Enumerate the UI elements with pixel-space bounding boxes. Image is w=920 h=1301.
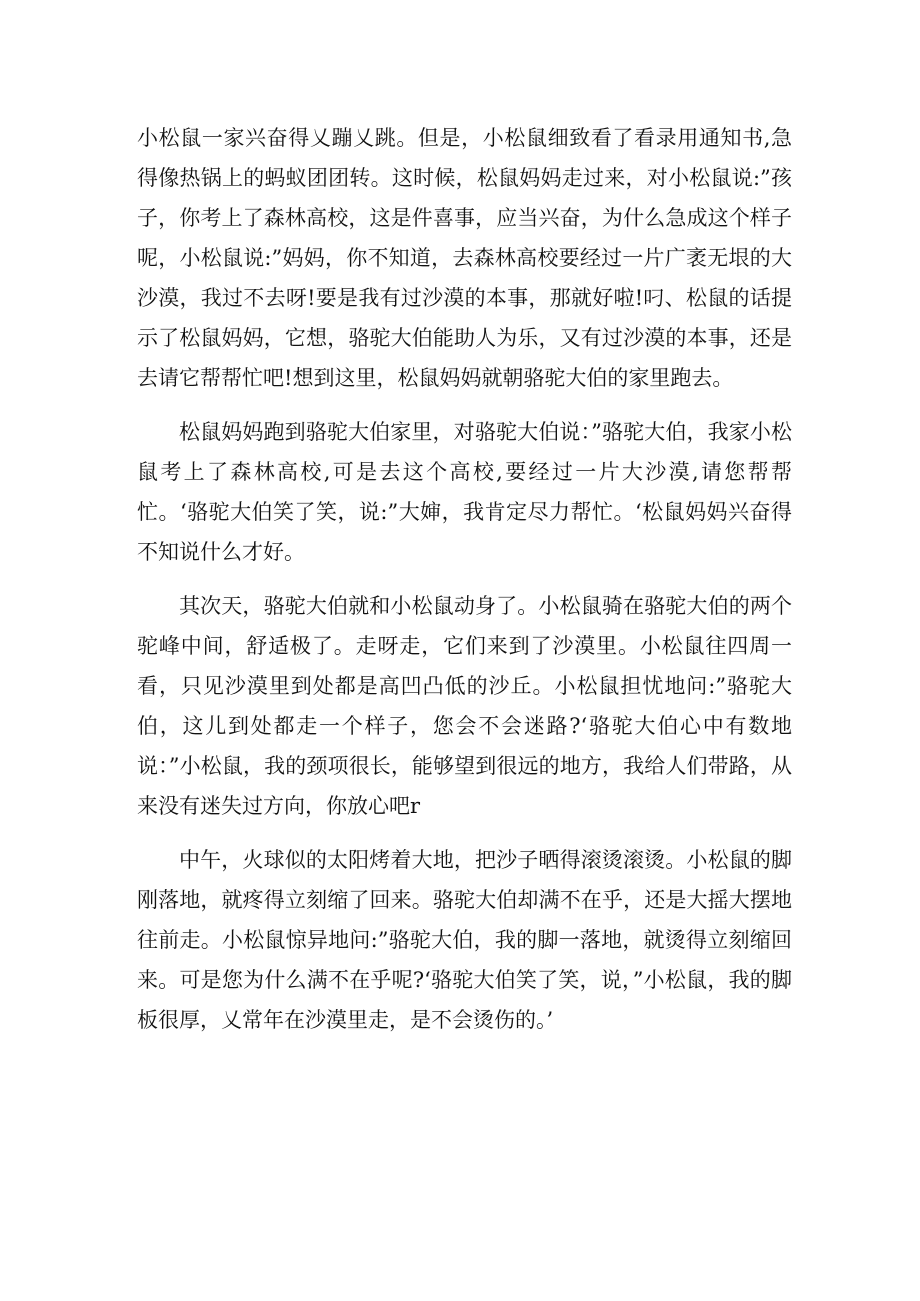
paragraph-2: 松鼠妈妈跑到骆驼大伯家里，对骆驼大伯说：”骆驼大伯，我家小松鼠考上了森林高校,可是去这个高校,要经过一片大沙漠,请您帮帮忙。‘骆驼大伯笑了笑，说:”大婶，我肯定尽力帮忙。‘松鼠妈妈兴奋得不知说什么才好。	[137, 420, 792, 564]
paragraph-1: 小松鼠一家兴奋得乂蹦乂跳。但是，小松鼠细致看了看录用通知书,急得像热锅上的蚂蚁团团转。这时候，松鼠妈妈走过来，对小松鼠说:”孩子，你考上了森林高校，这是件喜事，应当兴奋，为什么急成这个样子呢，小松鼠说:”妈妈，你不知道，去森林高校要经过一片广袤无垠的大沙漠，我过不去呀!要是我有过沙漠的本事，那就好啦!叼、松鼠的话提示了松鼠妈妈，它想，骆驼大伯能助人为乐，又有过沙漠的本事，还是去请它帮帮忙吧!想到这里，松鼠妈妈就朝骆驼大伯的家里跑去。	[137, 126, 792, 390]
document-body	[137, 118, 792, 1054]
paragraph-3: 其次天，骆驼大伯就和小松鼠动身了。小松鼠骑在骆驼大伯的两个驼峰中间，舒适极了。走呀走，它们来到了沙漠里。小松鼠往四周一看，只见沙漠里到处都是高凹凸低的沙丘。小松鼠担忧地问:”骆驼大伯，这儿到处都走一个样子，您会不会迷路?‘骆驼大伯心中有数地说：”小松鼠，我的颈项很长，能够望到很远的地方，我给人们带路，从来没有迷失过方向，你放心吧r	[137, 594, 792, 818]
paragraph-4: 中午，火球似的太阳烤着大地，把沙子晒得滚烫滚烫。小松鼠的脚刚落地，就疼得立刻缩了回来。骆驼大伯却满不在乎，还是大摇大摆地往前走。小松鼠惊异地问:”骆驼大伯，我的脚一落地，就烫得立刻缩回来。可是您为什么满不在乎呢?‘骆驼大伯笑了笑，说，”小松鼠，我的脚板很厚，乂常年在沙漠里走，是不会烫伤的。’	[137, 848, 792, 1032]
